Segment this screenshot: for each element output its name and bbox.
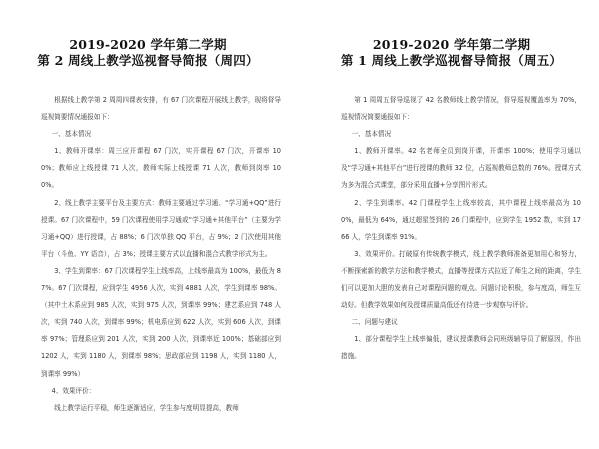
right-page (304, 0, 599, 449)
right-section-heading-basic: 一、基本情况 (351, 130, 392, 139)
left-paragraph-teacher-rate: 1、教师开课率：周三应开课程 67 门次，实开课程 67 门次，开课率 100%；教师应上线授课 71 人次，教师实际上线授课 71 人次，教师到岗率 100%。 (41, 147, 281, 190)
right-paragraph-evaluation: 3、效果评价。打破原有传统教学模式，线上教学教师准备更加用心和努力，不断探索新的教学方法和教学模式，直播等授课方式拉近了师生之间的距离，学生们可以更加大胆的发表自己对课程问题的观点。问题讨论积极，参与度高，师生互动好。但教学效果如何及授课质量高低还有待进一步观察与评价。 (341, 249, 581, 310)
right-paragraph-teacher-rate: 1、教师开课率。42 名老师全员到岗开课，开课率 100%；使用学习通以及“学习通+其他平台”进行授课的教师 32 位，占巡视教师总数的 76%。授课方式为多为混合式课堂，部分采用直播+分享图片形式。 (341, 147, 581, 190)
left-title-report: 第 2 周线上教学巡视督导简报（周四） (37, 53, 259, 68)
right-title-year: 2019-2020 学年第二学期 (372, 37, 531, 52)
left-title-year: 2019-2020 学年第二学期 (69, 37, 227, 52)
right-paragraph-suggestion: 1、部分课程学生上线率偏低，建议授课教师会同班级辅导员了解原因，作出措施。 (341, 335, 581, 361)
left-paragraph-evaluation-heading: 4、效果评价： (51, 386, 96, 395)
right-paragraph-student-rate: 2、学生到课率。42 门课程学生上线率较高，其中课程上线率最高为 100%，最低为 64%，通过超星签到的 26 门课程中，应到学生 1952 数，实到 1766 人，学生到课率 91%。 (341, 198, 581, 241)
right-title-report: 第 1 周线上教学巡视督导简报（周五） (340, 53, 563, 68)
left-page (0, 0, 296, 449)
left-paragraph-evaluation: 线上教学运行平稳，师生逐渐适应，学生参与度明显提高，教师 (54, 403, 239, 412)
left-body (41, 92, 281, 417)
left-intro-paragraph: 根据线上教学第 2 周周四课表安排，有 67 门次课程开展线上教学，现将督导巡视简要情况通报如下： (41, 96, 281, 122)
left-section-heading: 一、基本情况 (51, 130, 92, 139)
right-body (341, 92, 581, 366)
right-intro-paragraph: 第 1 周周五督导巡视了 42 名教师线上教学情况，督导巡视覆盖率为 70%，巡视情况简要通报如下： (341, 96, 581, 122)
right-section-heading-issues: 二、问题与建议 (351, 318, 398, 327)
left-paragraph-platform: 2、线上教学主要平台及主要方式：教师主要通过学习通、“学习通+QQ”进行授课。67 门次课程中，59 门次课程使用学习通或“学习通+其他平台”（主要为学习通+QQ）进行授课，占 88%；6 门次单独 QQ 平台，占 9%；2 门次使用其他平台（斗鱼、YY 语音），占 3%；授课主要方式以直播和混合式教学形式为主。 (41, 198, 281, 258)
left-paragraph-student-rate: 3、学生到课率：67 门次课程学生上线率高，上线率最高为 100%，最低为 87%。67 门次课程，应到学生 4956 人次，实到 4881 人次，学生到课率 98%。（其中土木系应到 985 人次，实到 975 人次，到课率 99%；建艺系应到 748 人次，实到 740 人次，到课率 99%；机电系应到 622 人次，实到 606 人次，到课率 97%；管理系应到 201 人次，实到 200 人次，到课率近 100%；基础部应到 1202 人，实到 1180 人，到课率 98%；思政部应到 1198 人，实到 1180 人，到课率 99%） (41, 266, 281, 378)
